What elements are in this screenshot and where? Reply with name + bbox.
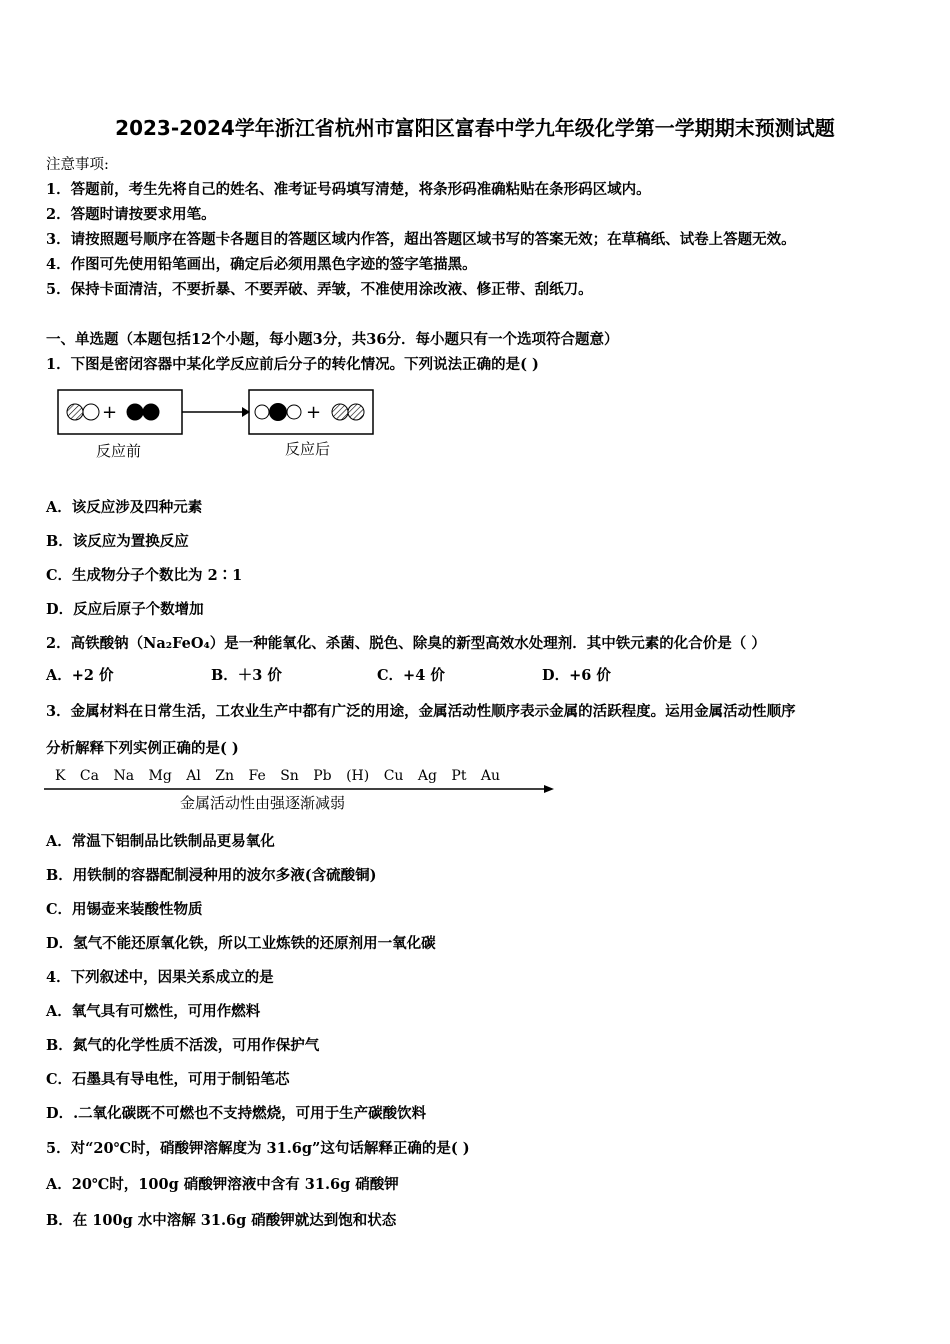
metal-symbol: (H) bbox=[346, 768, 370, 784]
q4-option-b: B．氮气的化学性质不活泼，可用作保护气 bbox=[46, 1037, 320, 1054]
hatched-atom bbox=[348, 404, 364, 420]
metal-symbol: Mg bbox=[148, 768, 172, 784]
q2-option-a: A．+2 价 bbox=[46, 667, 114, 684]
q5-option-b: B．在 100g 水中溶解 31.6g 硝酸钾就达到饱和状态 bbox=[46, 1212, 397, 1229]
white-atom bbox=[255, 405, 269, 419]
question-3-stem: 3．金属材料在日常生活，工农业生产中都有广泛的用途，金属活动性顺序表示金属的活跃程度。运用金属活动性顺序 bbox=[46, 703, 796, 720]
q2-option-c: C．+4 价 bbox=[377, 667, 445, 684]
question-4-stem: 4．下列叙述中，因果关系成立的是 bbox=[46, 969, 274, 986]
hatched-atom bbox=[332, 404, 348, 420]
section-heading: 一、单选题（本题包括12个小题，每小题3分，共36分．每小题只有一个选项符合题意） bbox=[46, 331, 619, 348]
q3-option-b: B．用铁制的容器配制浸种用的波尔多液(含硫酸铜) bbox=[46, 867, 377, 884]
series-arrow-label: 金属活动性由强逐渐减弱 bbox=[180, 794, 346, 812]
white-atom bbox=[83, 404, 99, 420]
q4-option-d: D．.二氧化碳既不可燃也不支持燃烧，可用于生产碳酸饮料 bbox=[46, 1105, 427, 1122]
metal-symbol: Cu bbox=[383, 768, 404, 784]
q5-option-a: A．20℃时，100g 硝酸钾溶液中含有 31.6g 硝酸钾 bbox=[46, 1176, 399, 1193]
q4-option-a: A．氧气具有可燃性，可用作燃料 bbox=[46, 1003, 261, 1020]
q1-option-b: B．该反应为置换反应 bbox=[46, 533, 189, 550]
after-label: 反应后 bbox=[285, 440, 331, 458]
metal-symbol: Au bbox=[480, 768, 501, 784]
q3-option-d: D．氢气不能还原氧化铁，所以工业炼铁的还原剂用一氧化碳 bbox=[46, 935, 436, 952]
before-label: 反应前 bbox=[96, 442, 142, 460]
metal-symbol: K bbox=[55, 768, 66, 784]
metal-symbol: Ca bbox=[79, 768, 99, 784]
activity-series bbox=[55, 768, 510, 784]
q1-option-c: C．生成物分子个数比为 2∶1 bbox=[46, 567, 243, 584]
q1-option-a: A．该反应涉及四种元素 bbox=[46, 499, 203, 516]
metal-symbol: Al bbox=[186, 768, 201, 784]
notice-heading: 注意事项: bbox=[46, 157, 109, 173]
black-atom bbox=[143, 404, 159, 420]
q3-option-c: C．用锡壶来装酸性物质 bbox=[46, 901, 203, 918]
q3-option-a: A．常温下铝制品比铁制品更易氧化 bbox=[46, 833, 275, 850]
notice-item: 3．请按照题号顺序在答题卡各题目的答题区域内作答，超出答题区域书写的答案无效；在草稿纸、试卷上答题无效。 bbox=[46, 231, 796, 248]
page-title: 2023-2024学年浙江省杭州市富阳区富春中学九年级化学第一学期期末预测试题 bbox=[115, 116, 835, 140]
metal-symbol: Fe bbox=[248, 768, 266, 784]
hatched-atom bbox=[67, 404, 83, 420]
q2-option-b: B．＋3 价 bbox=[211, 667, 282, 684]
notice-item: 4．作图可先使用铅笔画出，确定后必须用黑色字迹的签字笔描黑。 bbox=[46, 256, 477, 273]
notice-item: 1．答题前，考生先将自己的姓名、准考证号码填写清楚，将条形码准确粘贴在条形码区域内。 bbox=[46, 181, 651, 198]
metal-symbol: Ag bbox=[417, 768, 437, 784]
metal-symbol: Pt bbox=[451, 768, 467, 784]
plus-sign: + bbox=[306, 402, 322, 423]
notice-item: 2．答题时请按要求用笔。 bbox=[46, 206, 216, 223]
metal-symbol: Sn bbox=[280, 768, 299, 784]
q2-option-d: D．+6 价 bbox=[542, 667, 611, 684]
q4-option-c: C．石墨具有导电性，可用于制铅笔芯 bbox=[46, 1071, 290, 1088]
white-atom bbox=[287, 405, 301, 419]
reaction-diagram bbox=[56, 388, 376, 438]
question-2-stem: 2．高铁酸钠（Na₂FeO₄）是一种能氧化、杀菌、脱色、除臭的新型高效水处理剂．其中铁元素的化合价是（ ） bbox=[46, 635, 766, 652]
notice-item: 5．保持卡面清洁，不要折暴、不要弄破、弄皱，不准使用涂改液、修正带、刮纸刀。 bbox=[46, 281, 593, 298]
question-5-stem: 5．对“20℃时，硝酸钾溶解度为 31.6g”这句话解释正确的是( ) bbox=[46, 1140, 470, 1157]
black-atom bbox=[127, 404, 143, 420]
metal-symbol: Na bbox=[113, 768, 135, 784]
question-1-stem: 1．下图是密闭容器中某化学反应前后分子的转化情况。下列说法正确的是( ) bbox=[46, 356, 539, 373]
q1-option-d: D．反应后原子个数增加 bbox=[46, 601, 204, 618]
metal-symbol: Zn bbox=[215, 768, 235, 784]
question-3-stem-cont: 分析解释下列实例正确的是( ) bbox=[46, 740, 239, 757]
metal-symbol: Pb bbox=[313, 768, 332, 784]
black-atom bbox=[270, 404, 287, 421]
plus-sign: + bbox=[102, 402, 118, 423]
